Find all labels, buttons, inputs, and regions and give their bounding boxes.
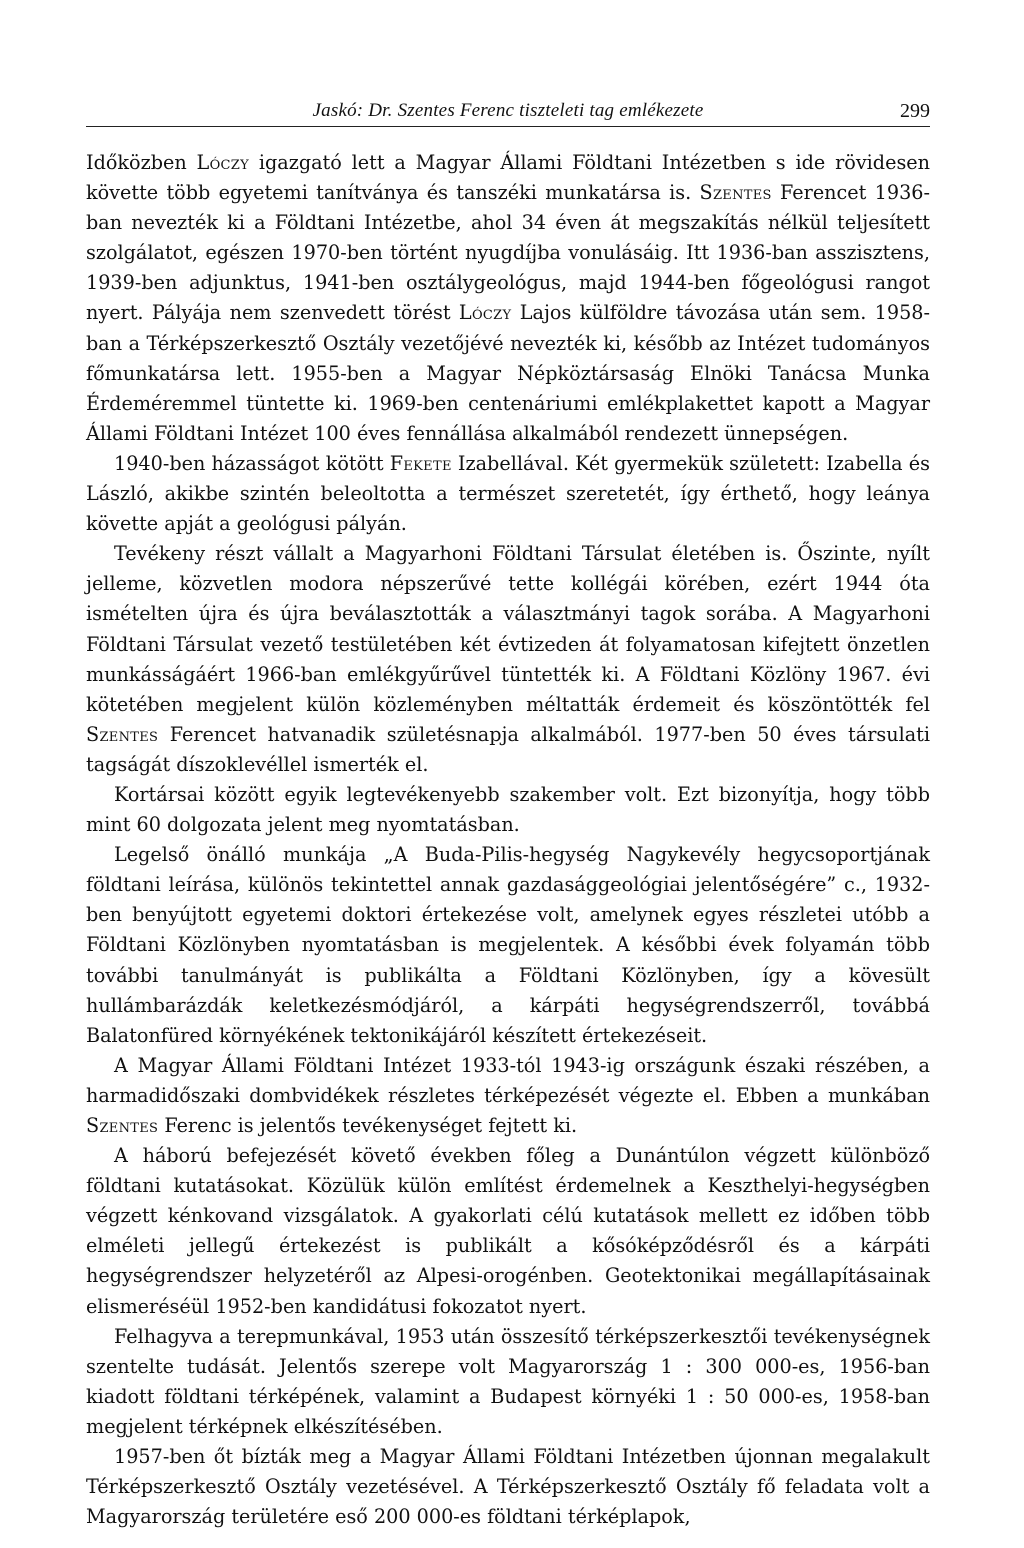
person-name: Szentes [86,1114,159,1137]
body-paragraph [86,1141,930,1322]
text-run: Kortársai között egyik legtevékenyebb szakember volt. Ezt bizonyítja, hogy több mint 60 dolgozata jelent meg nyomtatásban. [86,782,930,837]
body-paragraph [86,539,930,780]
text-run: 1940-ben házasságot kötött [114,451,390,475]
text-run: A Magyar Állami Földtani Intézet 1933-tól 1943-ig országunk északi részében, a harmadidőszaki dombvidékek részletes térképezését végezte el. Ebben a munkában [86,1053,930,1107]
text-run: A háború befejezését követő években főleg a Dunántúlon végzett különböző földtani kutatásokat. Közülük külön említést érdemelnek a Keszthelyi-hegységben végzett kénkovand vizsgálatok. A gyakorlati célú kutatások mellett ez időben több elméleti jellegű értekezést is publikált a kősóképződésről és a kárpáti hegységrendszer helyzetéről az Alpesi-orogénben. Geotektonikai megállapításainak elismeréséül 1952-ben kandidátusi fokozatot nyert. [86,1144,930,1318]
body-paragraph [86,840,930,1051]
running-header [86,0,930,127]
header-author: Jaskó: [312,100,364,121]
text-run: Lajos külföldre távozása után sem. 1958-ban a Térképszerkesztő Osztály vezetőjévé nevezték ki, később az Intézet tudományos főmunkatársa lett. 1955-ben a Magyar Népköztársaság Elnöki Tanácsa Munka Érdeméremmel tüntette ki. 1969-ben centenáriumi emlékplakettet kapott a Magyar Állami Földtani Intézet 100 éves fennállása alkalmából rendezett ünnepségen. [86,301,930,445]
person-name: Lóczy [458,301,512,325]
body-paragraph [86,1442,930,1532]
body-paragraph [86,1051,930,1141]
text-run: Tevékeny részt vállalt a Magyarhoni Földtani Társulat életében is. Őszinte, nyílt jelleme, közvetlen modora népszerűvé tette kollégái körében, ezért 1944 óta ismételten újra és újra beválasztották a választmányi tagok sorába. A Magyarhoni Földtani Társulat vezető testületében két évtizeden át folyamatosan kifejtett önzetlen munkásságáért 1966-ban emlékgyűrűvel tüntették ki. A Földtani Közlöny 1967. évi kötetében megjelent külön közleményben méltatták érdemeit és köszöntötték fel [86,542,930,716]
person-name: Lóczy [196,151,250,174]
body-paragraph [86,449,930,539]
page-number: 299 [900,100,930,122]
text-run: Felhagyva a terepmunkával, 1953 után összesítő térképszerkesztői tevékenységnek szentelte tudását. Jelentős szerepe volt Magyarország 1 : 300 000-es, 1956-ban kiadott földtani térképének, valamint a Budapest környéki 1 : 50 000-es, 1958-ban megjelent térképnek elkészítésében. [86,1324,930,1438]
body-paragraph [86,1322,930,1442]
article-body [86,127,930,1532]
text-run: Legelső önálló munkája „A Buda-Pilis-hegység Nagykevély hegycsoportjának földtani leírása, különös tekintettel annak gazdasággeológiai jelentőségére” c., 1932-ben benyújtott egyetemi doktori értekezése volt, amelynek egyes részletei utóbb a Földtani Közlönyben nyomtatásban is megjelentek. A későbbi évek folyamán több további tanulmányát is publikálta a Földtani Közlönyben, így a kövesült hullámbarázdák keletkezésmódjáról, a kárpáti hegységrendszerről, továbbá Balatonfüred környékének tektonikájáról készített értekezéseit. [86,843,930,1047]
body-paragraph [86,148,930,449]
text-run: Ferencet 1936-ban nevezték ki a Földtani Intézetbe, ahol 34 éven át megszakítás nélkül teljesített szolgálatot, egészen 1970-ben történt nyugdíjba vonulásáig. Itt 1936-ban asszisztens, 1939-ben adjunktus, 1941-ben osztálygeológus, majd 1944-ben főgeológusi rangot nyert. Pályája nem szenvedett törést [86,181,930,325]
person-name: Fekete [389,451,452,475]
header-title: Dr. Szentes Ferenc tiszteleti tag emlékezete [368,100,704,121]
text-run: 1957-ben őt bízták meg a Magyar Állami Földtani Intézetben újonnan megalakult Térképszerkesztő Osztály vezetésével. A Térképszerkesztő Osztály fő feladata volt a Magyarország területére eső 200 000-es földtani térképlapok, [86,1445,930,1529]
text-run: igazgató lett a Magyar Állami Földtani Intézetben s ide rövidesen követte több egyetemi tanítványa és tanszéki munkatársa is. [86,151,931,205]
text-run: Időközben [86,151,197,174]
body-paragraph [86,780,930,840]
text-run: Ferenc is jelentős tevékenységet fejtett ki. [158,1114,578,1137]
text-run: Ferencet hatvanadik születésnapja alkalmából. 1977-ben 50 éves társulati tagságát díszoklevéllel ismerték el. [86,722,930,776]
text-run: Izabellával. Két gyermekük született: Izabella és László, akikbe szintén beleoltotta a természet szeretetét, így érthető, hogy leánya követte apját a geológusi pályán. [86,451,930,536]
header-title-line [86,100,930,122]
person-name: Szentes [699,181,772,205]
person-name: Szentes [86,722,159,746]
